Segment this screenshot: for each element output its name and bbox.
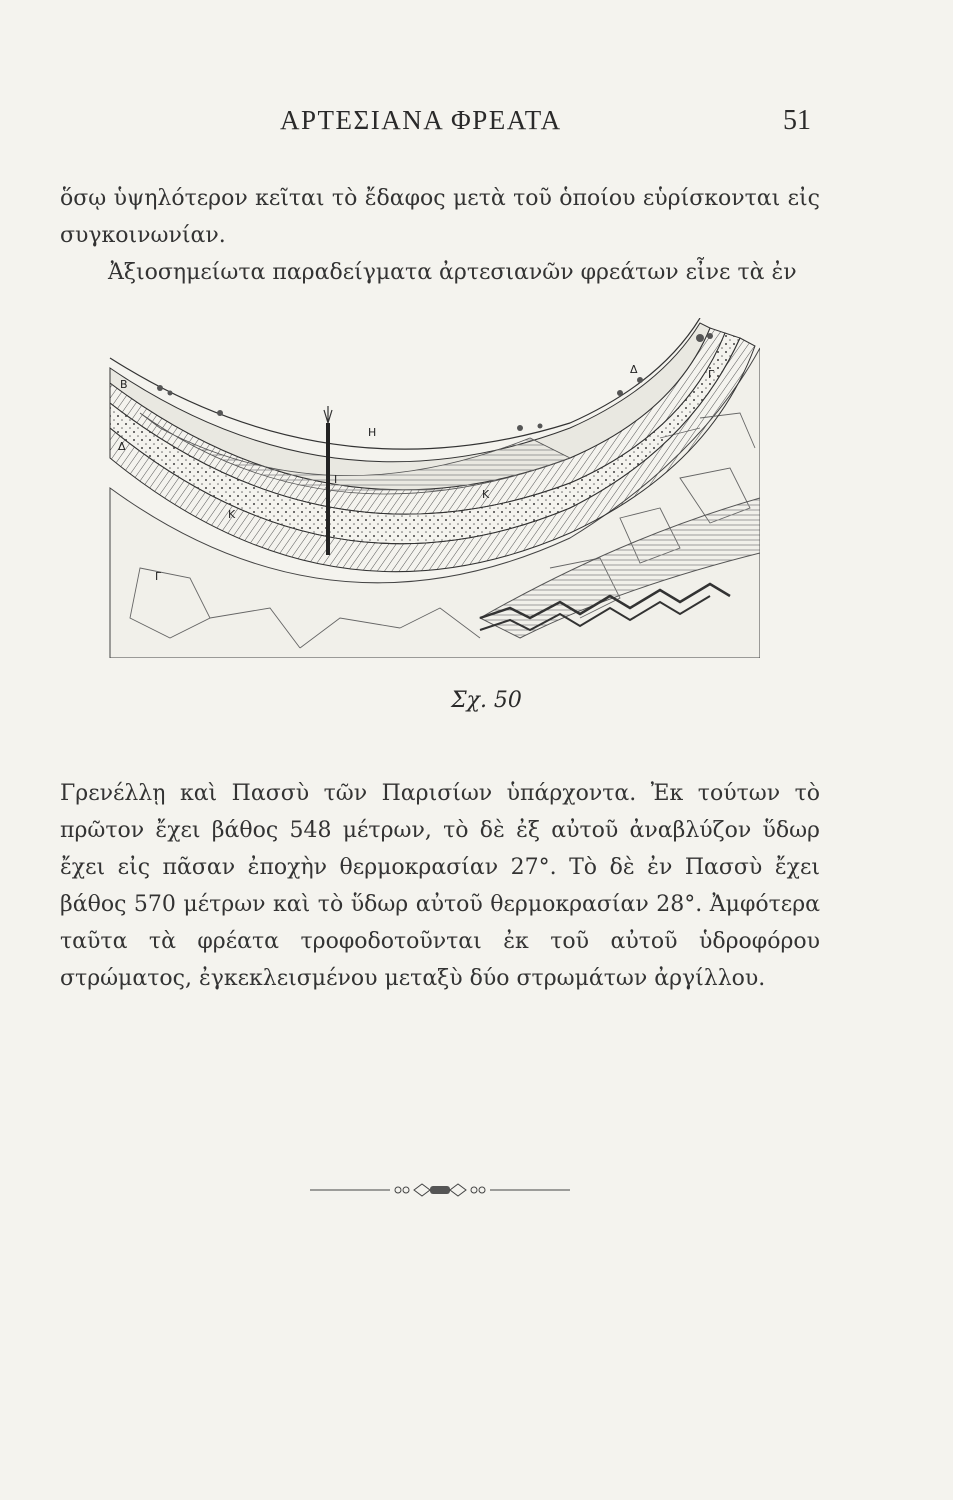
figure-label: Κ xyxy=(228,508,236,521)
paragraph-intro: Ἀξιοσημείωτα παραδείγματα ἀρτεσιανῶν φρεάτων εἶνε τὰ ἐν xyxy=(108,260,797,285)
page-number: 51 xyxy=(783,105,811,136)
text-block-bottom xyxy=(60,775,820,997)
running-title: ΑΡΤΕΣΙΑΝΑ ΦΡΕΑΤΑ xyxy=(280,105,562,135)
paragraph-main: Γρενέλλῃ καὶ Πασσὺ τῶν Παρισίων ὑπάρχοντα. Ἐκ τούτων τὸ πρῶτον ἔχει βάθος 548 μέτρων, τὸ δὲ ἐξ αὐτοῦ ἀναβλύζον ὕδωρ ἔχει εἰς πᾶσαν ἐποχὴν θερμοκρασίαν 27°. Τὸ δὲ ἐν Πασσὺ ἔχει βάθος 570 μέτρων καὶ τὸ ὕδωρ αὐτοῦ θερμοκρασίαν 28°. Ἀμφότερα ταῦτα τὰ φρέατα τροφοδοτοῦνται ἐκ τοῦ αὐτοῦ ὑδροφόρου στρώματος, ἐγκεκλεισμένου μεταξὺ δύο στρωμάτων ἀργίλλου. xyxy=(60,781,820,991)
figure-label: Γ xyxy=(708,368,715,381)
figure-label: Γ xyxy=(155,570,162,583)
ornament-tailpiece xyxy=(310,1180,570,1200)
figure-label: Κ xyxy=(482,488,490,501)
text-block-top xyxy=(60,180,820,291)
figure-label: Η xyxy=(368,426,377,439)
figure-label: Ι xyxy=(334,473,338,486)
figure-label: Δ xyxy=(118,440,126,453)
artesian-well-illustration xyxy=(100,318,760,658)
figure-label: Β xyxy=(120,378,128,391)
figure-caption: Σχ. 50 xyxy=(451,688,522,713)
figure-label: Δ xyxy=(630,363,638,376)
running-head xyxy=(0,105,953,145)
paragraph-continuation: ὅσῳ ὑψηλότερον κεῖται τὸ ἔδαφος μετὰ τοῦ ὁποίου εὑρίσκονται εἰς συγκοινωνίαν. xyxy=(60,186,820,248)
